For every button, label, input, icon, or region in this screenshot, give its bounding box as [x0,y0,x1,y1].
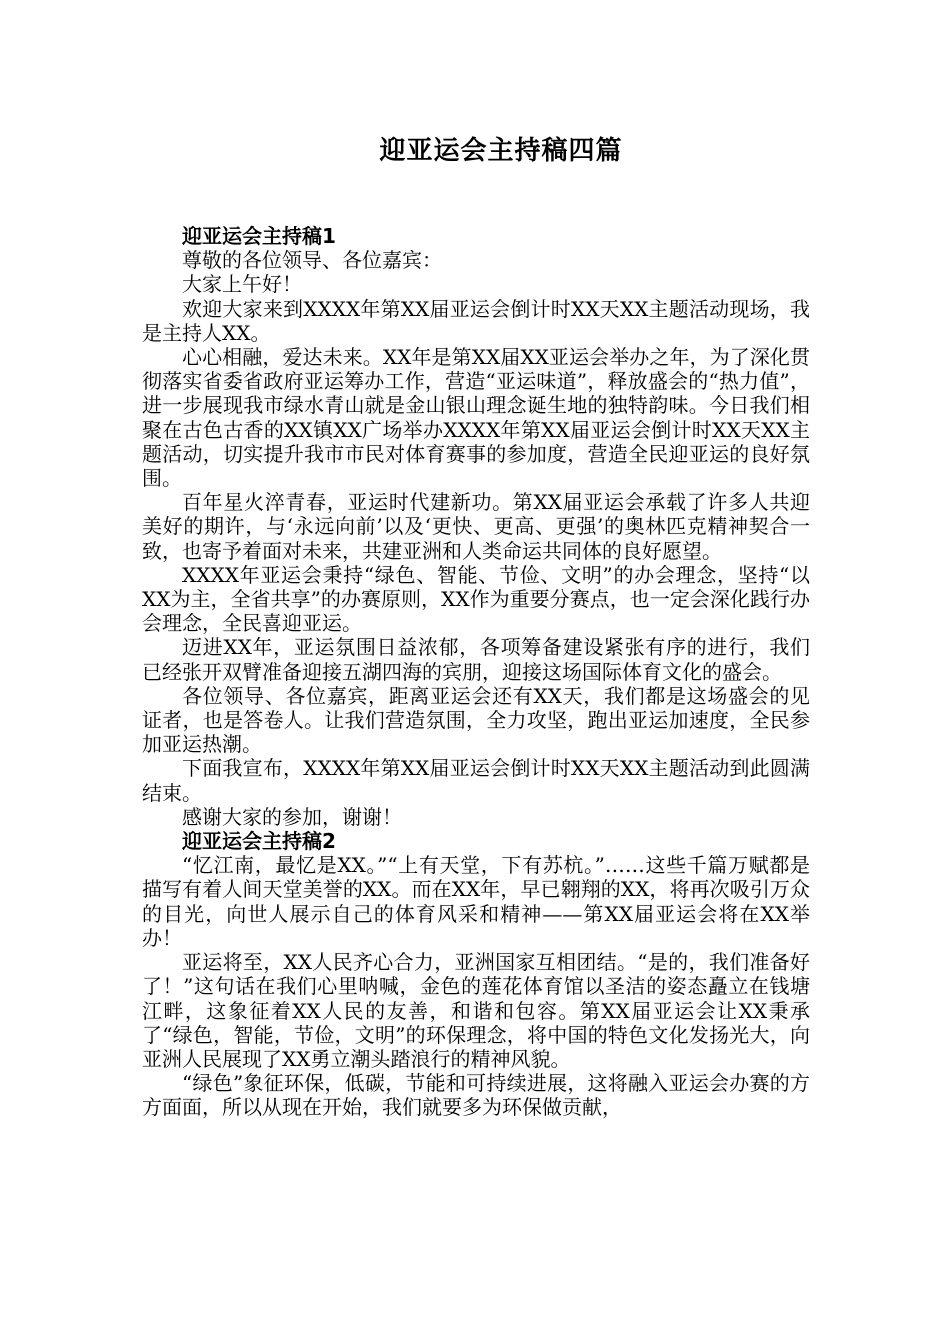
body-paragraph: 百年星火淬青春，亚运时代建新功。第XX届亚运会承载了许多人共迎美好的期许，与‘永远向前’以及‘更快、更高、更强’的奥林匹克精神契合一致，也寄予着面对未来，共建亚洲和人类命运共同体的良好愿望。 [142,490,810,563]
body-paragraph: 迈进XX年，亚运氛围日益浓郁，各项筹备建设紧张有序的进行，我们已经张开双臂准备迎接五湖四海的宾朋，迎接这场国际体育文化的盛会。 [142,635,810,684]
body-paragraph: “忆江南，最忆是XX。”“上有天堂，下有苏杭。”……这些千篇万赋都是描写有着人间天堂美誉的XX。而在XX年，早已翱翔的XX，将再次吸引万众的目光，向世人展示自己的体育风采和精神——第XX届亚运会将在XX举办！ [142,853,810,950]
body-paragraph: 欢迎大家来到XXXX年第XX届亚运会倒计时XX天XX主题活动现场，我是主持人XX。 [142,296,810,345]
document-body [142,224,810,1120]
body-paragraph: 下面我宣布，XXXX年第XX届亚运会倒计时XX天XX主题活动到此圆满结束。 [142,756,810,805]
body-paragraph: 感谢大家的参加，谢谢！ [182,804,402,829]
body-paragraph: 各位领导、各位嘉宾，距离亚运会还有XX天，我们都是这场盛会的见证者，也是答卷人。让我们营造氛围，全力攻坚，跑出亚运加速度，全民参加亚运热潮。 [142,683,810,757]
body-paragraph: “绿色”象征环保，低碳，节能和可持续进展，这将融入亚运会办赛的方方面面，所以从现在开始，我们就要多为环保做贡献， [142,1071,810,1120]
section-heading: 迎亚运会主持稿2 [182,829,336,854]
body-paragraph: 心心相融，爱达未来。XX年是第XX届XX亚运会举办之年，为了深化贯彻落实省委省政府亚运筹办工作，营造“亚运味道”，释放盛会的“热力值”，进一步展现我市绿水青山就是金山银山理念诞生地的独特韵味。今日我们相聚在古色古香的XX镇XX广场举办XXXX年第XX届亚运会倒计时XX天XX主题活动，切实提升我市市民对体育赛事的参加度，营造全民迎亚运的良好氛围。 [142,345,810,491]
body-paragraph: 尊敬的各位领导、各位嘉宾： [182,248,442,273]
body-paragraph: 大家上午好！ [182,272,302,297]
document-title: 迎亚运会主持稿四篇 [379,136,623,166]
section-heading: 迎亚运会主持稿1 [182,224,336,248]
body-paragraph: 亚运将至，XX人民齐心合力，亚洲国家互相团结。“是的，我们准备好了！”这句话在我们心里呐喊，金色的莲花体育馆以圣洁的姿态矗立在钱塘江畔，这象征着XX人民的友善，和谐和包容。第XX届亚运会让XX秉承了“绿色，智能，节俭，文明”的环保理念，将中国的特色文化发扬光大，向亚洲人民展现了XX勇立潮头踏浪行的精神风貌。 [142,950,810,1071]
body-paragraph: XXXX年亚运会秉持“绿色、智能、节俭、文明”的办会理念，坚持“以XX为主，全省共享”的办赛原则，XX作为重要分赛点，也一定会深化践行办会理念，全民喜迎亚运。 [142,562,810,636]
